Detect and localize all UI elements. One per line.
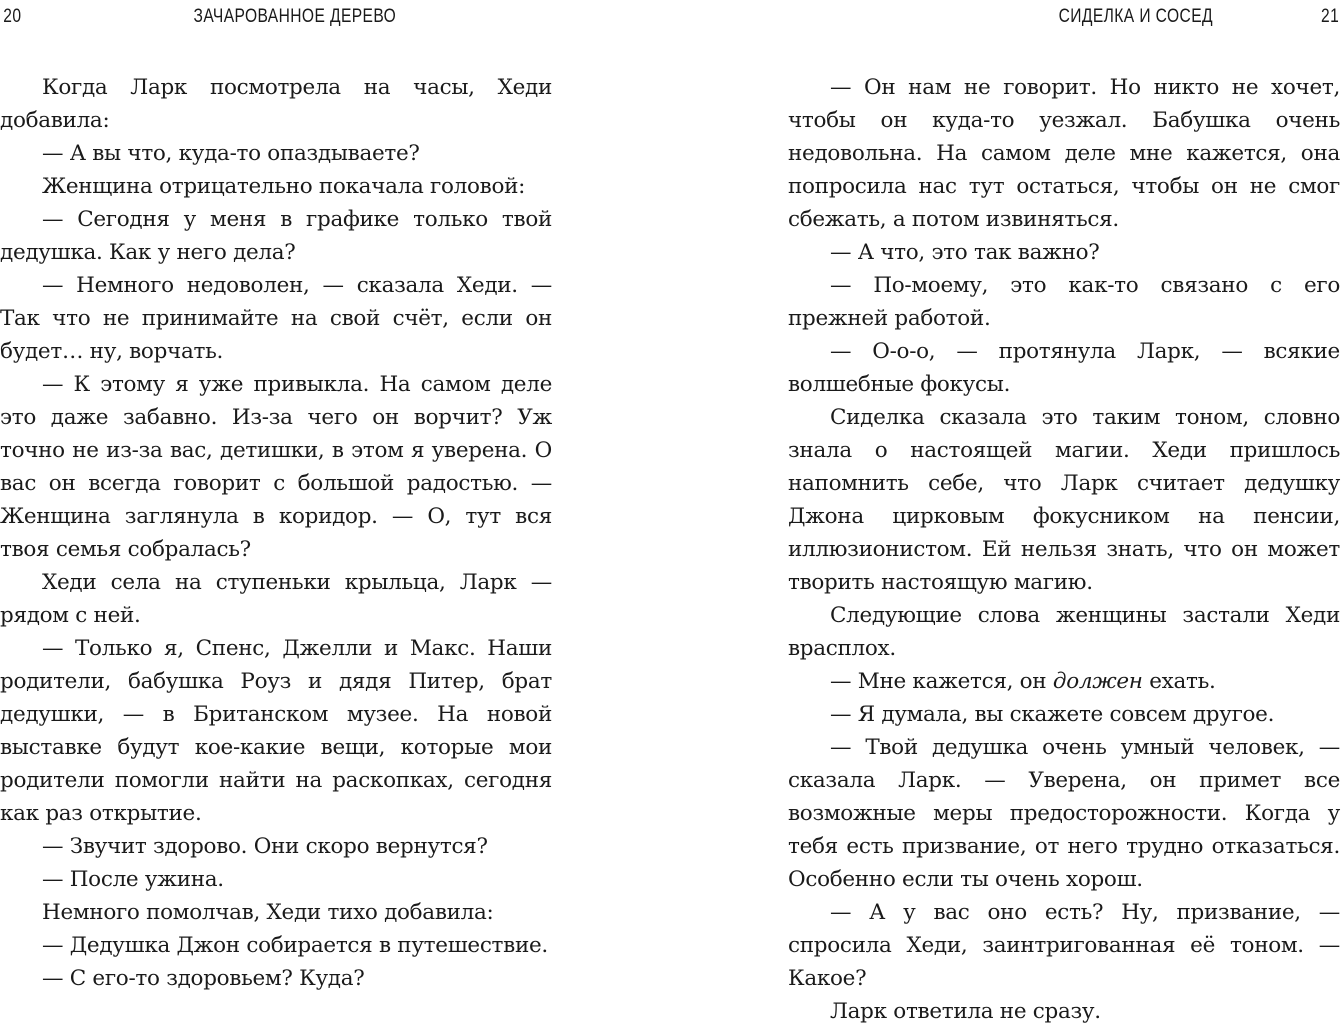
right-page-header <box>885 6 1344 32</box>
page-number: 20 <box>3 6 22 27</box>
paragraph: — Твой дедушка очень умный человек, — сказала Ларк. — Уверена, он примет все возможные меры предосторожности. Когда у тебя есть призвание, от него трудно отказаться. Особенно если ты очень хорош. <box>788 735 1340 892</box>
left-page <box>0 0 560 1024</box>
left-page-header <box>0 6 459 32</box>
paragraph: — Звучит здорово. Они скоро вернутся? <box>42 834 488 859</box>
paragraph: — А у вас оно есть? Ну, призвание, — спросила Хеди, заинтригованная её тоном. — Какое? <box>788 900 1340 991</box>
paragraph: — После ужина. <box>42 867 224 892</box>
page-number: 21 <box>1321 6 1340 27</box>
paragraph <box>788 665 1340 698</box>
paragraph: — А что, это так важно? <box>830 240 1100 265</box>
right-page <box>784 0 1344 1024</box>
paragraph: — А вы что, куда-то опаздываете? <box>42 141 420 166</box>
paragraph: — Сегодня у меня в графике только твой дедушка. Как у него дела? <box>0 207 552 265</box>
running-head: СИДЕЛКА И СОСЕД <box>1058 6 1213 27</box>
paragraph: — Только я, Спенс, Джелли и Макс. Наши родители, бабушка Роуз и дядя Питер, брат дедушки, — в Британском музее. На новой выставке будут кое-какие вещи, которые мои родители помогли найти на раскопках, сегодня как раз открытие. <box>0 636 552 826</box>
paragraph: — Дедушка Джон собирается в путешествие. <box>42 933 548 958</box>
emphasis-text: должен <box>1052 669 1143 694</box>
paragraph: — О-о-о, — протянула Ларк, — всякие волшебные фокусы. <box>788 339 1340 397</box>
paragraph: — Немного недоволен, — сказала Хеди. — Так что не принимайте на свой счёт, если он будет… ну, ворчать. <box>0 273 552 364</box>
paragraph: — С его-то здоровьем? Куда? <box>42 966 365 991</box>
paragraph-text: ехать. <box>1142 669 1216 694</box>
left-page-body <box>0 71 552 995</box>
paragraph: Хеди села на ступеньки крыльца, Ларк — рядом с ней. <box>0 570 552 628</box>
running-head: ЗАЧАРОВАННОЕ ДЕРЕВО <box>193 6 397 27</box>
paragraph: Женщина отрицательно покачала головой: <box>42 174 526 199</box>
right-page-body <box>788 71 1340 1028</box>
paragraph: — К этому я уже привыкла. На самом деле это даже забавно. Из-за чего он ворчит? Уж точно не из-за вас, детишки, в этом я уверена. О вас он всегда говорит с большой радостью. — Женщина заглянула в коридор. — О, тут вся твоя семья собралась? <box>0 372 552 562</box>
paragraph: — По-моему, это как-то связано с его прежней работой. <box>788 273 1340 331</box>
paragraph: Ларк ответила не сразу. <box>830 999 1101 1024</box>
paragraph: — Я думала, вы скажете совсем другое. <box>830 702 1275 727</box>
paragraph: Немного помолчав, Хеди тихо добавила: <box>42 900 494 925</box>
paragraph: Сиделка сказала это таким тоном, словно знала о настоящей магии. Хеди пришлось напомнить себе, что Ларк считает дедушку Джона цирковым фокусником на пенсии, иллюзионистом. Ей нельзя знать, что он может творить настоящую магию. <box>788 405 1340 595</box>
paragraph: — Он нам не говорит. Но никто не хочет, чтобы он куда-то уезжал. Бабушка очень недовольна. На самом деле мне кажется, она попросила нас тут остаться, чтобы он не смог сбежать, а потом извиняться. <box>788 75 1340 232</box>
paragraph: Когда Ларк посмотрела на часы, Хеди добавила: <box>0 75 552 133</box>
paragraph-text: — Мне кажется, он <box>830 669 1053 694</box>
paragraph: Следующие слова женщины застали Хеди врасплох. <box>788 603 1340 661</box>
